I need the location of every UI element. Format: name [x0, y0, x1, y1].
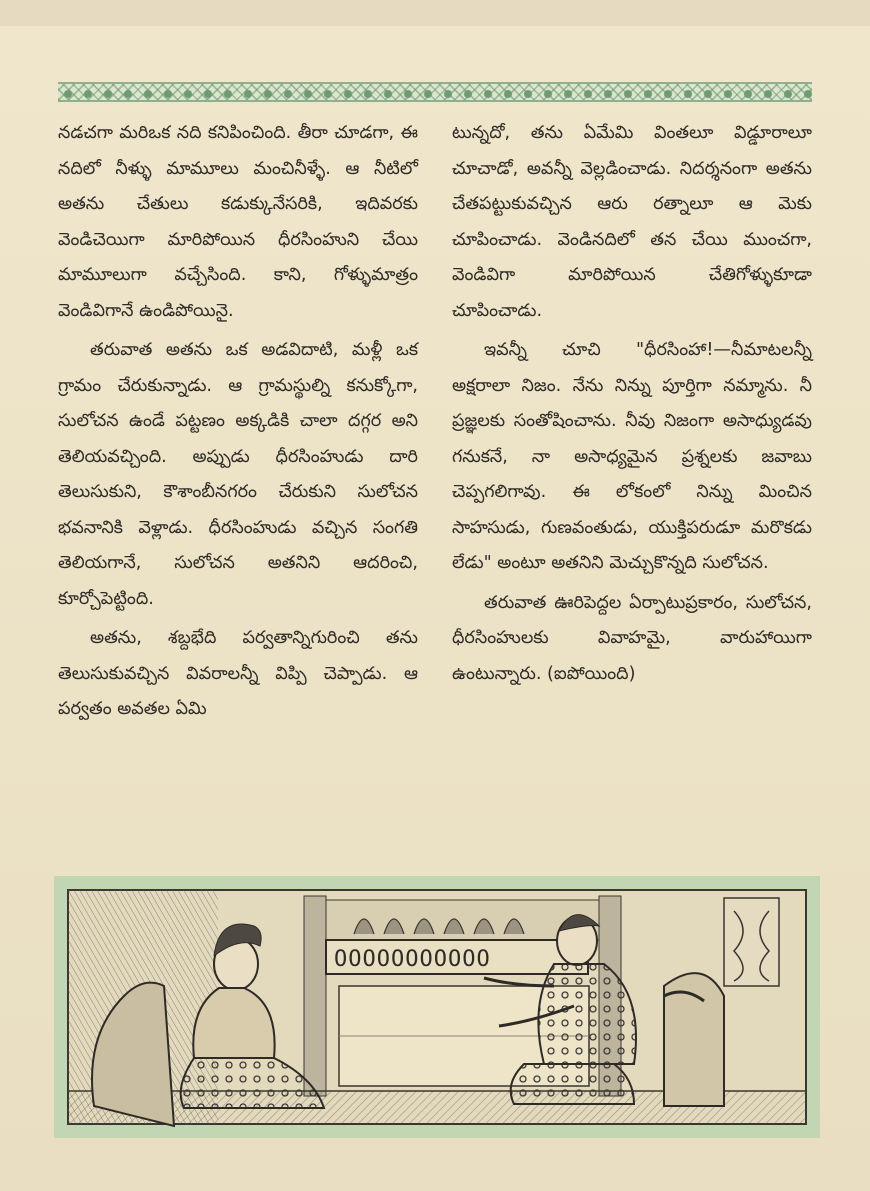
right-text-column	[452, 116, 812, 692]
decorative-floral-border	[58, 82, 812, 102]
illustration-drawing	[54, 876, 820, 1138]
paragraph: టున్నదో, తను ఏమేమి వింతలూ విడ్డూరాలూ చూచాడో, అవన్నీ వెల్లడించాడు. నిదర్శనంగా అతను చేతపట్టుకువచ్చిన ఆరు రత్నాలూ ఆ మెకు చూపించాడు. వెండినదిలో తన చేయి ముంచగా, వెండివిగా మారిపోయిన చేతిగోళ్ళుకూడా చూపించాడు.	[452, 123, 812, 321]
story-illustration	[54, 876, 820, 1138]
page-top-edge	[0, 0, 870, 26]
paragraph: ఇవన్నీ చూచి "ధీరసింహా!—నీమాటలన్నీ అక్షరాలా నిజం. నేను నిన్ను పూర్తిగా నమ్మాను. నీ ప్రజ్ఞలకు సంతోషించాను. నీవు నిజంగా అసాధ్యుడవు గనుకనే, నా అసాధ్యమైన ప్రశ్నలకు జవాబు చెప్పగలిగావు. ఈ లోకంలో నిన్ను మించిన సాహసుడు, గుణవంతుడు, యుక్తిపరుడూ మరొకడు లేడు" అంటూ అతనిని మెచ్చుకొన్నది సులోచన.	[452, 340, 812, 573]
paragraph: తరువాత ఊరిపెద్దల ఏర్పాటుప్రకారం, సులోచన, ధీరసింహులకు వివాహమై, వారుహాయిగా ఉంటున్నారు. (ఐపోయింది)	[452, 592, 812, 684]
paragraph: తరువాత అతను ఒక అడవిదాటి, మళ్లీ ఒక గ్రామం చేరుకున్నాడు. ఆ గ్రామస్థుల్ని కనుక్కోగా, సులోచన ఉండే పట్టణం అక్కడికి చాలా దగ్గర అని తెలియవచ్చింది. అప్పుడు ధీరసింహుడు దారి తెలుసుకుని, కౌశాంబీనగరం చేరుకుని సులోచన భవనానికి వెళ్లాడు. ధీరసింహుడు వచ్చిన సంగతి తెలియగానే, సులోచన అతనిని ఆదరించి, కూర్చోపెట్టింది.	[58, 340, 418, 609]
paragraph: నడచగా మరిఒక నది కనిపించింది. తీరా చూడగా, ఈ నదిలో నీళ్ళు మామూలు మంచినీళ్ళే. ఆ నీటిలో అతను చేతులు కడుక్కునేసరికి, ఇదివరకు వెండిచెయిగా మారిపోయిన ధీరసింహుని చేయి మామూలుగా వచ్చేసింది. కాని, గోళ్ళుమాత్రం వెండివిగానే ఉండిపోయినై.	[58, 123, 418, 321]
left-text-column	[58, 116, 418, 728]
paragraph: అతను, శబ్దభేది పర్వతాన్నిగురించి తను తెలుసుకువచ్చిన వివరాలన్నీ విప్పి చెప్పాడు. ఆ పర్వతం అవతల ఏమి	[58, 628, 418, 719]
decorative-frame-text: OOOOOOOOOOO	[334, 947, 491, 972]
